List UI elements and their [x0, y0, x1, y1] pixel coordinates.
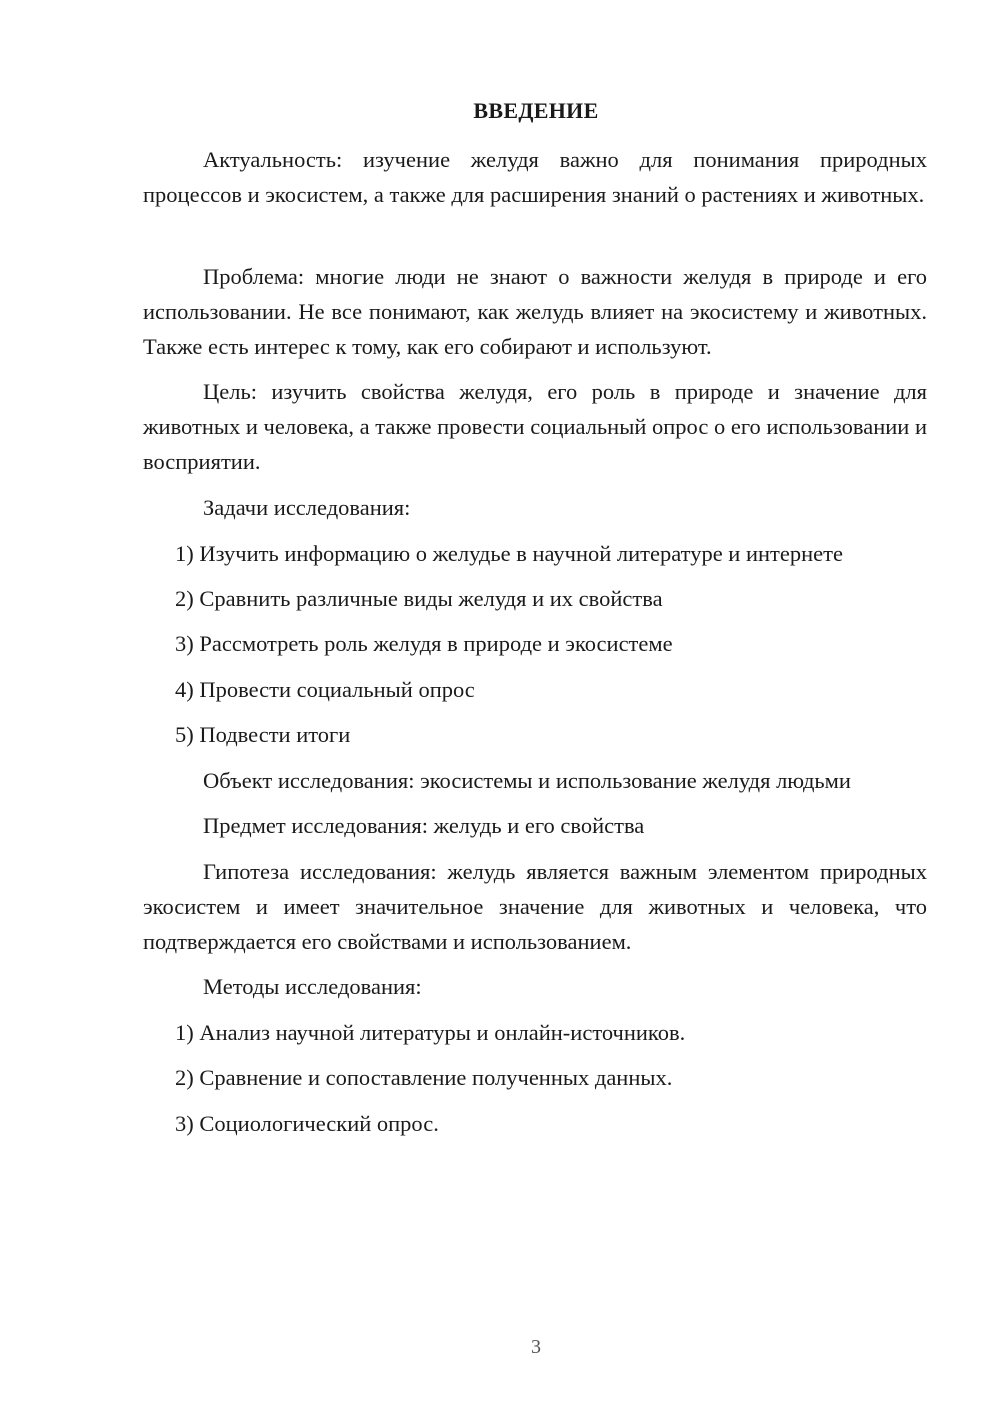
method-item: 3) Социологический опрос.: [175, 1111, 439, 1136]
page-number: 3: [531, 1336, 541, 1358]
tasks-heading: Задачи исследования:: [203, 495, 411, 520]
problem-paragraph: Проблема: многие люди не знают о важности желудя в природе и его использовании. Не все понимают, как желудь влияет на экосистему и животных. Также есть интерес к тому, как его собирают и используют.: [143, 264, 927, 359]
goal-paragraph: Цель: изучить свойства желудя, его роль в природе и значение для животных и человека, а также провести социальный опрос о его использовании и восприятии.: [143, 379, 927, 474]
page-title: ВВЕДЕНИЕ: [473, 98, 599, 123]
task-item: 3) Рассмотреть роль желудя в природе и экосистеме: [175, 631, 673, 656]
task-item: 4) Провести социальный опрос: [175, 677, 475, 702]
task-item: 2) Сравнить различные виды желудя и их свойства: [175, 586, 663, 611]
method-item: 1) Анализ научной литературы и онлайн-источников.: [175, 1020, 686, 1045]
method-item: 2) Сравнение и сопоставление полученных данных.: [175, 1065, 673, 1090]
task-item: 1) Изучить информацию о желудье в научной литературе и интернете: [175, 541, 843, 566]
object-line: Объект исследования: экосистемы и использование желудя людьми: [203, 768, 851, 793]
subject-line: Предмет исследования: желудь и его свойства: [203, 813, 645, 838]
hypothesis-paragraph: Гипотеза исследования: желудь является важным элементом природных экосистем и имеет значительное значение для животных и человека, что подтверждается его свойствами и использованием.: [143, 859, 927, 954]
task-item: 5) Подвести итоги: [175, 722, 351, 747]
methods-heading: Методы исследования:: [203, 974, 422, 999]
relevance-paragraph: Актуальность: изучение желудя важно для понимания природных процессов и экосистем, а также для расширения знаний о растениях и животных.: [143, 147, 927, 207]
